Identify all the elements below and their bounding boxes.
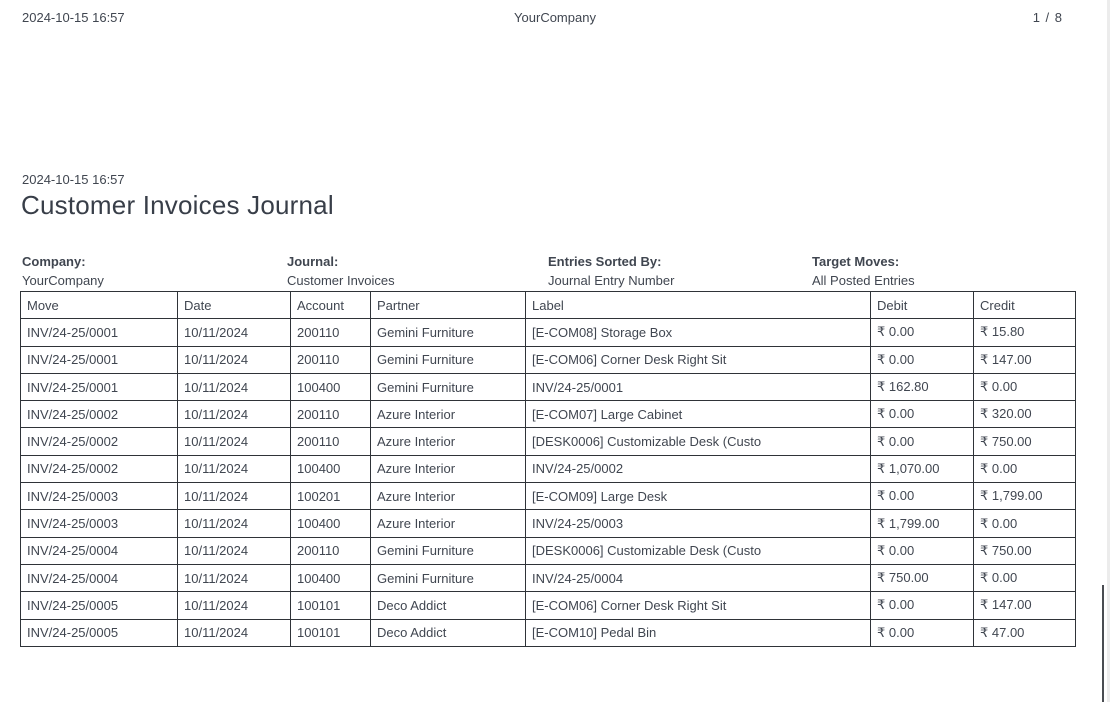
cell-credit: ₹ 0.00 [974, 564, 1076, 591]
cell-debit: ₹ 0.00 [871, 537, 974, 564]
cell-credit: ₹ 750.00 [974, 428, 1076, 455]
cell-label: INV/24-25/0003 [526, 510, 871, 537]
table-row [21, 346, 1076, 373]
cell-date: 10/11/2024 [178, 619, 291, 646]
cell-account: 100400 [291, 510, 371, 537]
cell-move: INV/24-25/0001 [21, 346, 178, 373]
cell-credit: ₹ 750.00 [974, 537, 1076, 564]
meta-field-3 [812, 252, 915, 290]
column-header-account: Account [291, 292, 371, 319]
cell-move: INV/24-25/0001 [21, 319, 178, 346]
cell-credit: ₹ 147.00 [974, 592, 1076, 619]
cell-partner: Azure Interior [371, 510, 526, 537]
cell-debit: ₹ 750.00 [871, 564, 974, 591]
cell-move: INV/24-25/0002 [21, 401, 178, 428]
cell-debit: ₹ 0.00 [871, 483, 974, 510]
cell-account: 200110 [291, 319, 371, 346]
cell-partner: Azure Interior [371, 455, 526, 482]
meta-label: Journal: [287, 254, 339, 269]
cell-move: INV/24-25/0001 [21, 373, 178, 400]
cell-account: 200110 [291, 428, 371, 455]
meta-field-0 [22, 252, 104, 290]
cell-partner: Gemini Furniture [371, 537, 526, 564]
cell-credit: ₹ 147.00 [974, 346, 1076, 373]
meta-label: Company: [22, 254, 86, 269]
table-header-row [21, 292, 1076, 319]
table-row [21, 401, 1076, 428]
cell-partner: Deco Addict [371, 592, 526, 619]
cell-date: 10/11/2024 [178, 564, 291, 591]
meta-fields [0, 252, 1110, 290]
column-header-partner: Partner [371, 292, 526, 319]
cell-account: 200110 [291, 537, 371, 564]
cell-date: 10/11/2024 [178, 537, 291, 564]
cell-date: 10/11/2024 [178, 346, 291, 373]
cell-debit: ₹ 162.80 [871, 373, 974, 400]
cell-move: INV/24-25/0004 [21, 564, 178, 591]
cell-label: [E-COM06] Corner Desk Right Sit [526, 592, 871, 619]
cell-account: 200110 [291, 401, 371, 428]
table-row [21, 510, 1076, 537]
cell-date: 10/11/2024 [178, 319, 291, 346]
report-datetime: 2024-10-15 16:57 [22, 172, 125, 187]
cell-move: INV/24-25/0005 [21, 619, 178, 646]
table-row [21, 455, 1076, 482]
cell-account: 100101 [291, 592, 371, 619]
page-title: Customer Invoices Journal [21, 190, 334, 220]
table-row [21, 319, 1076, 346]
cell-credit: ₹ 320.00 [974, 401, 1076, 428]
cell-debit: ₹ 0.00 [871, 592, 974, 619]
cell-account: 100101 [291, 619, 371, 646]
cell-date: 10/11/2024 [178, 373, 291, 400]
column-header-date: Date [178, 292, 291, 319]
cell-debit: ₹ 0.00 [871, 428, 974, 455]
header-datetime: 2024-10-15 16:57 [22, 10, 125, 25]
column-header-debit: Debit [871, 292, 974, 319]
cell-date: 10/11/2024 [178, 483, 291, 510]
cell-partner: Gemini Furniture [371, 564, 526, 591]
cell-date: 10/11/2024 [178, 592, 291, 619]
meta-label: Entries Sorted By: [548, 254, 662, 269]
cell-credit: ₹ 0.00 [974, 455, 1076, 482]
cell-date: 10/11/2024 [178, 510, 291, 537]
cell-move: INV/24-25/0002 [21, 428, 178, 455]
cell-move: INV/24-25/0003 [21, 483, 178, 510]
cell-debit: ₹ 0.00 [871, 401, 974, 428]
meta-field-1 [287, 252, 395, 290]
meta-value: Customer Invoices [287, 273, 395, 288]
cell-account: 200110 [291, 346, 371, 373]
table-body [21, 319, 1076, 647]
cell-partner: Azure Interior [371, 483, 526, 510]
table-row [21, 537, 1076, 564]
meta-value: Journal Entry Number [548, 273, 675, 288]
cell-date: 10/11/2024 [178, 455, 291, 482]
table-row [21, 619, 1076, 646]
cell-debit: ₹ 1,799.00 [871, 510, 974, 537]
cell-label: [E-COM06] Corner Desk Right Sit [526, 346, 871, 373]
cell-move: INV/24-25/0002 [21, 455, 178, 482]
table-row [21, 373, 1076, 400]
header-page-number: 1 / 8 [1032, 10, 1063, 25]
cell-debit: ₹ 0.00 [871, 619, 974, 646]
cell-account: 100400 [291, 455, 371, 482]
cell-label: INV/24-25/0002 [526, 455, 871, 482]
meta-value: YourCompany [22, 273, 104, 288]
cell-partner: Gemini Furniture [371, 346, 526, 373]
table-row [21, 483, 1076, 510]
cell-account: 100400 [291, 564, 371, 591]
cell-label: [E-COM07] Large Cabinet [526, 401, 871, 428]
cell-account: 100201 [291, 483, 371, 510]
cell-label: INV/24-25/0001 [526, 373, 871, 400]
cell-label: [E-COM09] Large Desk [526, 483, 871, 510]
running-header [0, 10, 1110, 28]
table-row [21, 592, 1076, 619]
cell-debit: ₹ 0.00 [871, 346, 974, 373]
cell-date: 10/11/2024 [178, 428, 291, 455]
cell-date: 10/11/2024 [178, 401, 291, 428]
viewer-edge-line [1102, 585, 1104, 702]
cell-label: [E-COM10] Pedal Bin [526, 619, 871, 646]
table-row [21, 564, 1076, 591]
cell-label: [E-COM08] Storage Box [526, 319, 871, 346]
cell-debit: ₹ 0.00 [871, 319, 974, 346]
cell-partner: Azure Interior [371, 401, 526, 428]
meta-value: All Posted Entries [812, 273, 915, 288]
cell-credit: ₹ 47.00 [974, 619, 1076, 646]
cell-partner: Azure Interior [371, 428, 526, 455]
cell-move: INV/24-25/0004 [21, 537, 178, 564]
cell-account: 100400 [291, 373, 371, 400]
cell-credit: ₹ 0.00 [974, 510, 1076, 537]
column-header-label: Label [526, 292, 871, 319]
meta-label: Target Moves: [812, 254, 900, 269]
cell-label: [DESK0006] Customizable Desk (Custo [526, 537, 871, 564]
cell-partner: Gemini Furniture [371, 373, 526, 400]
cell-label: INV/24-25/0004 [526, 564, 871, 591]
header-company-name: YourCompany [514, 10, 596, 25]
cell-credit: ₹ 15.80 [974, 319, 1076, 346]
cell-partner: Gemini Furniture [371, 319, 526, 346]
table-row [21, 428, 1076, 455]
cell-credit: ₹ 1,799.00 [974, 483, 1076, 510]
cell-move: INV/24-25/0003 [21, 510, 178, 537]
cell-partner: Deco Addict [371, 619, 526, 646]
journal-table [20, 291, 1076, 647]
meta-field-2 [548, 252, 674, 290]
cell-credit: ₹ 0.00 [974, 373, 1076, 400]
column-header-move: Move [21, 292, 178, 319]
cell-debit: ₹ 1,070.00 [871, 455, 974, 482]
cell-move: INV/24-25/0005 [21, 592, 178, 619]
table-header [21, 292, 1076, 319]
column-header-credit: Credit [974, 292, 1076, 319]
cell-label: [DESK0006] Customizable Desk (Custo [526, 428, 871, 455]
